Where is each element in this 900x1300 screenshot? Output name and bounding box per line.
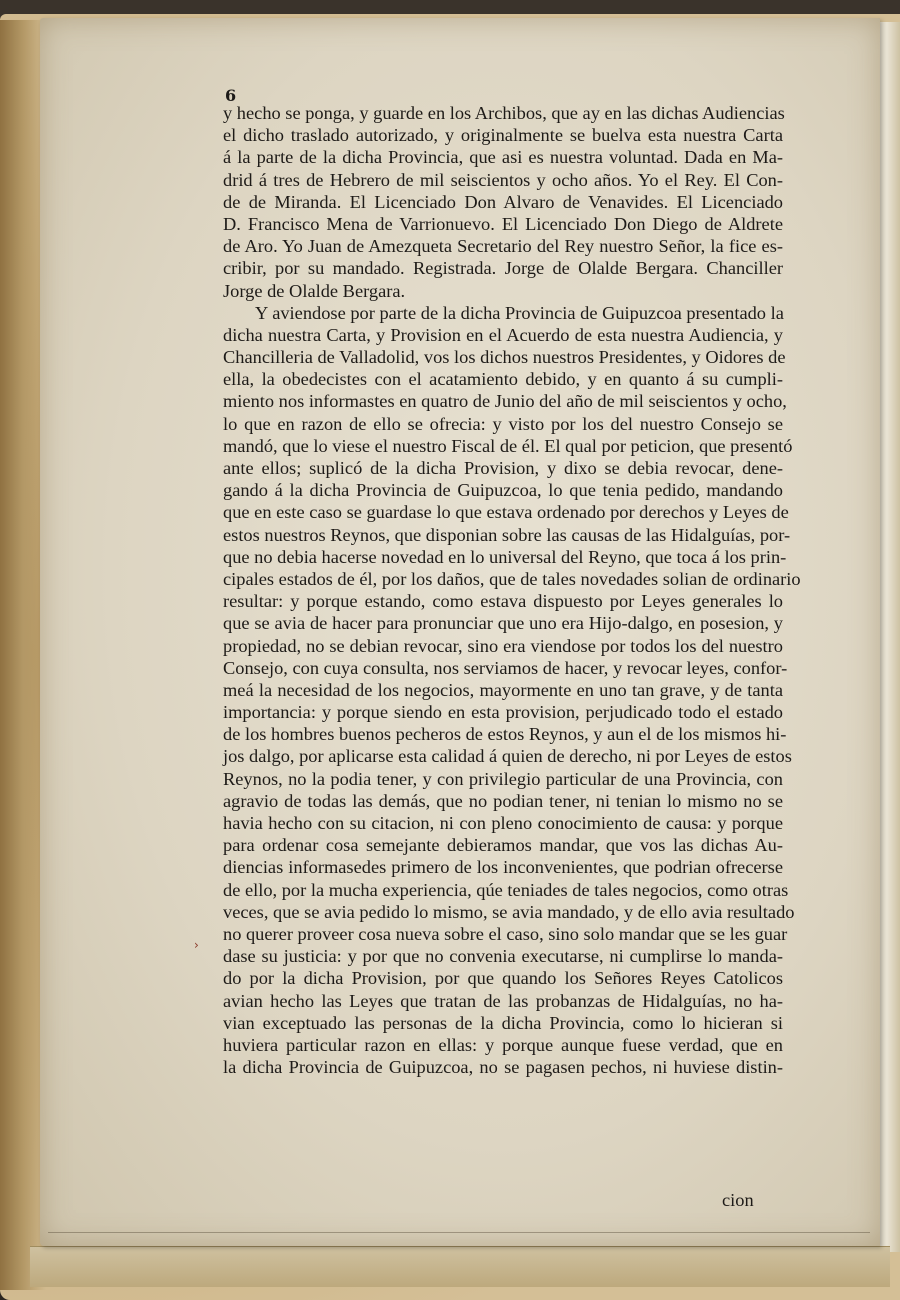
page-bottom-edge: [30, 1246, 890, 1287]
text-line: meá la necesidad de los negocios, mayormente en uno tan grave, y de tanta: [223, 679, 783, 700]
text-line: dicha nuestra Carta, y Provision en el Acuerdo de esta nuestra Audiencia, y: [223, 324, 783, 345]
text-line: Chancilleria de Valladolid, vos los dichos nuestros Presidentes, y Oidores de: [223, 347, 786, 368]
text-line: vian exceptuado las personas de la dicha Provincia, como lo hicieran si: [223, 1012, 783, 1033]
text-line: avian hecho las Leyes que tratan de las probanzas de Hidalguías, no ha-: [223, 990, 783, 1011]
text-line: jos dalgo, por aplicarse esta calidad á quien de derecho, ni por Leyes de estos: [223, 746, 792, 767]
text-line: de ello, por la mucha experiencia, qúe teniades de tales negocios, como otras: [223, 879, 789, 900]
text-line: do por la dicha Provision, por que quando los Señores Reyes Catolicos: [223, 968, 783, 989]
text-line: á la parte de la dicha Provincia, que asi es nuestra voluntad. Dada en Ma-: [223, 147, 783, 168]
text-line: el dicho traslado autorizado, y originalmente se buelva esta nuestra Carta: [223, 125, 783, 146]
text-line: de Aro. Yo Juan de Amezqueta Secretario del Rey nuestro Señor, la fice es-: [223, 236, 783, 257]
text-line: de los hombres buenos pecheros de estos Reynos, y aun el de los mismos hi-: [223, 724, 787, 745]
text-line: lo que en razon de ello se ofrecia: y visto por los del nuestro Consejo se: [223, 413, 783, 434]
text-line: D. Francisco Mena de Varrionuevo. El Licenciado Don Diego de Aldrete: [223, 213, 783, 234]
text-line: Reynos, no la podia tener, y con privilegio particular de una Provincia, con: [223, 768, 783, 789]
text-line: que se avia de hacer para pronunciar que uno era Hijo-dalgo, en posesion, y: [223, 613, 783, 634]
text-line: drid á tres de Hebrero de mil seiscientos y ocho años. Yo el Rey. El Con-: [223, 169, 783, 190]
text-line: dase su justicia: y por que no convenia executarse, ni cumplirse lo manda-: [223, 946, 783, 967]
text-line: estos nuestros Reynos, que disponian sobre las causas de las Hidalguías, por-: [223, 524, 791, 545]
text-line: huviera particular razon en ellas: y porque aunque fuese verdad, que en: [223, 1034, 783, 1055]
text-line: ante ellos; suplicó de la dicha Provision, y dixo se debia revocar, dene-: [223, 458, 783, 478]
text-line: miento nos informastes en quatro de Junio del año de mil seiscientos y ocho,: [223, 391, 787, 412]
text-line: no querer proveer cosa nueva sobre el caso, sino solo mandar que se les guar: [223, 923, 788, 944]
text-line: cribir, por su mandado. Registrada. Jorge de Olalde Bergara. Chanciller: [223, 258, 783, 279]
margin-mark: ›: [194, 938, 199, 952]
text-line: havia hecho con su citacion, ni con pleno conocimiento de causa: y porque: [223, 813, 783, 833]
text-line: cipales estados de él, por los daños, que de tales novedades solian de ordinario: [223, 568, 801, 589]
text-line: importancia: y porque siendo en esta provision, perjudicado todo el estado: [223, 702, 783, 723]
text-line: diencias informasedes primero de los inconvenientes, que podrian ofrecerse: [223, 857, 783, 878]
text-line: veces, que se avia pedido lo mismo, se avia mandado, y de ello avia resultado: [223, 901, 795, 922]
text-line: Y aviendose por parte de la dicha Provincia de Guipuzcoa presentado la: [255, 302, 784, 323]
text-line: propiedad, no se debian revocar, sino era viendose por todos los del nuestro: [223, 635, 783, 656]
text-line: Consejo, con cuya consulta, nos serviamos de hacer, y revocar leyes, confor-: [223, 657, 788, 678]
text-line: la dicha Provincia de Guipuzcoa, no se pagasen pechos, ni huviese distin-: [223, 1057, 783, 1078]
body-text: [223, 102, 801, 1078]
text-line: resultar: y porque estando, como estava dispuesto por Leyes generales lo: [223, 591, 783, 612]
text-line: mandó, que lo viese el nuestro Fiscal de él. El qual por peticion, que presentó: [223, 435, 793, 456]
text-line: de de Miranda. El Licenciado Don Alvaro de Venavides. El Licenciado: [223, 191, 783, 212]
text-line: para ordenar cosa semejante debieramos mandar, que vos las dichas Au-: [223, 835, 783, 856]
text-line: y hecho se ponga, y guarde en los Archibos, que ay en las dichas Audiencias: [223, 103, 785, 123]
text-line: Jorge de Olalde Bergara.: [223, 280, 406, 301]
text-line: agravio de todas las demás, que no podian tener, ni tenian lo mismo no se: [223, 790, 783, 811]
text-line: que en este caso se guardase lo que estava ordenado por derechos y Leyes de: [223, 502, 789, 523]
text-line: ella, la obedecistes con el acatamiento debido, y en quanto á su cumpli-: [223, 369, 783, 390]
page-fold-line: [48, 1232, 870, 1233]
text-line: que no debia hacerse novedad en lo universal del Reyno, que toca á los prin-: [223, 546, 787, 567]
page-number: 6: [225, 86, 237, 105]
catchword: cion: [722, 1190, 754, 1210]
text-line: gando á la dicha Provincia de Guipuzcoa, lo que tenia pedido, mandando: [223, 480, 783, 501]
